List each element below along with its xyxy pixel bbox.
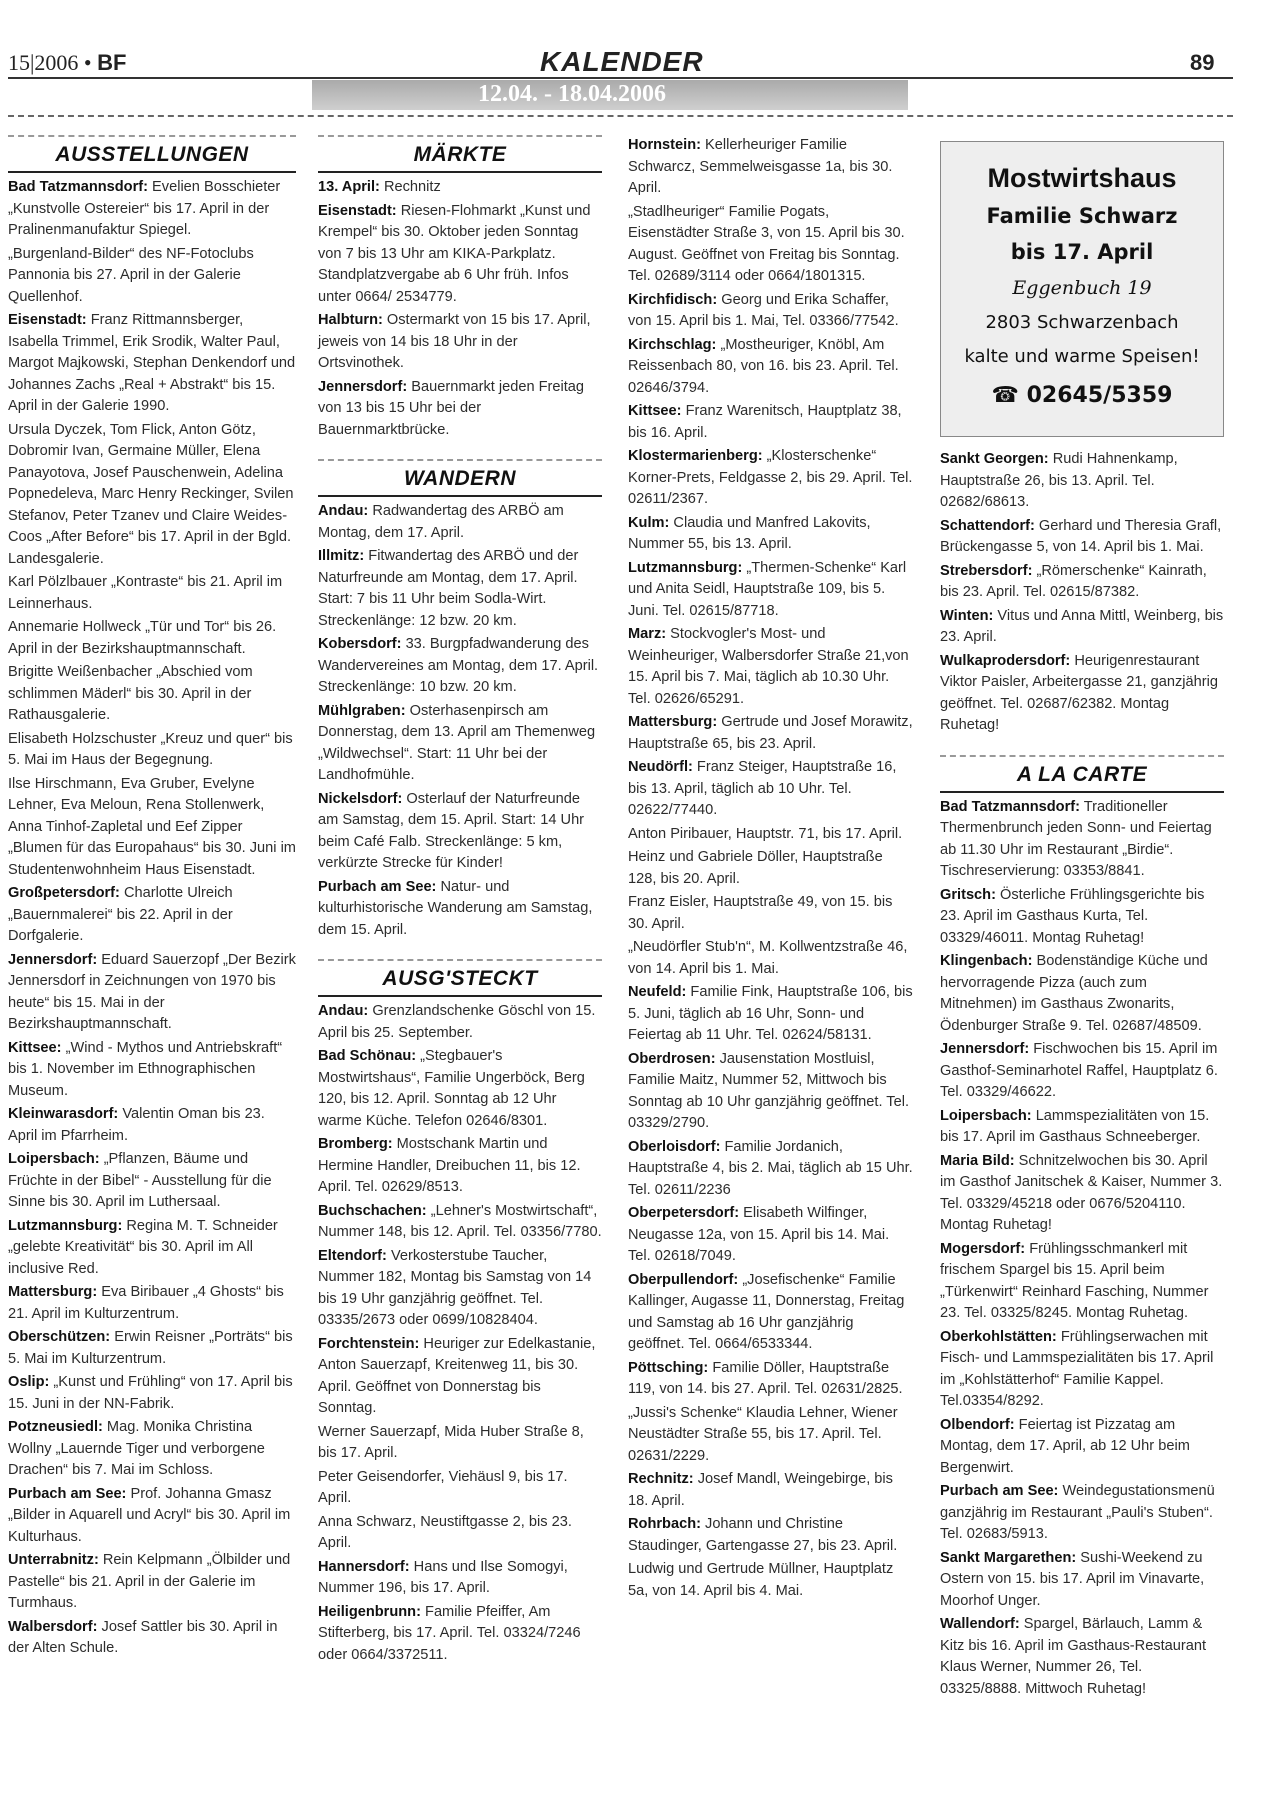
list-item [8,1038,296,1103]
entry-list [318,1001,602,1666]
entry-list [318,177,602,441]
list-item [8,1372,296,1415]
ad-phone: 02645/5359 [1026,383,1173,408]
list-item [8,244,296,309]
list-item [940,1614,1224,1700]
list-item [318,634,602,699]
entry-text: „Klosterschenke“ Korner-Prets, Feldgasse 2, bis 29. April. Tel. 02611/2367. [628,448,913,507]
place-name: Kulm: [628,514,670,531]
entry-list [8,177,296,1660]
entry-text: Franz Eisler, Hauptstraße 49, von 15. bis 30. April. [628,894,893,932]
list-item [8,1104,296,1147]
entry-text: „Wind - Mythos und Antriebskraft“ bis 1. November im Ethnographischen Museum. [8,1039,283,1099]
header-rule [8,77,1233,79]
list-item [628,712,914,755]
entry-text: Bodenständige Küche und hervorragende Pizza (auch zum Mitnehmen) im Gasthaus Zwonarits, Ödenburger Straße 9. Tel. 02687/48509. [940,953,1208,1034]
list-item [318,701,602,787]
list-item [8,1484,296,1549]
place-name: Oberschützen: [8,1329,111,1345]
place-name: Rohrbach: [628,1516,701,1532]
column-ausgsteckt-continued [628,135,914,1604]
ad-name: Mostwirtshaus [987,163,1177,193]
list-item [940,606,1224,649]
place-name: Bad Schönau: [318,1048,417,1064]
list-item [318,789,602,875]
place-name: Hannersdorf: [318,1558,410,1575]
list-item [8,177,296,242]
place-name: Neudörfl: [628,759,693,775]
entry-text: Elisabeth Wilfinger, Neugasse 12a, von 15. April bis 14. Mai. Tel. 02618/7049. [628,1205,890,1264]
entry-text: Franz Steiger, Hauptstraße 16, bis 13. April, täglich ab 10 Uhr. Tel. 02622/77440. [628,759,897,818]
list-item [8,729,296,772]
list-item [628,558,914,623]
entry-text: Franz Rittmannsberger, Isabella Trimmel, Erik Srodik, Walter Paul, Margot Majkowski, Stephan Denkendorf und Johannes Zachs „Real + Abstrakt“ bis 15. April in der Galerie 1990. [8,312,296,414]
section-list [318,135,602,1666]
entry-text: Anna Schwarz, Neustiftgasse 2, bis 23. April. [318,1513,572,1551]
entry-text: 33. Burgpfadwanderung des Wandervereines am Montag, dem 17. April. Streckenlänge: 10 bzw. 20 km. [318,636,599,695]
place-name: Kirchfidisch: [628,291,718,308]
list-item [628,135,914,200]
place-name: Neufeld: [628,984,687,1000]
entry-text: Johann und Christine Staudinger, Gartengasse 27, bis 23. April. [628,1516,898,1554]
place-name: Unterrabnitz: [8,1552,99,1568]
entry-text: Ludwig und Gertrude Müllner, Hauptplatz 5a, von 14. April bis 4. Mai. [628,1561,894,1599]
entry-text: Spargel, Bärlauch, Lamm & Kitz bis 16. April im Gasthaus-Restaurant Klaus Werner, Nummer 26, Tel. 03325/8888. Mittwoch Ruhetag! [940,1616,1207,1697]
list-item [628,446,914,511]
section-heading: A LA CARTE [940,755,1224,793]
list-item [318,177,602,199]
place-name: Winten: [940,607,994,624]
place-name: Kirchschlag: [628,336,717,353]
list-item [8,1149,296,1214]
entry-text: Brigitte Weißenbacher „Abschied vom schlimmen Mäderl“ bis 30. April in der Rathausgalerie. [8,664,253,723]
ad-food: kalte und warme Speisen! [964,346,1200,367]
entry-text: Elisabeth Holzschuster „Kreuz und quer“ bis 5. Mai im Haus der Begegnung. [8,730,293,768]
list-item [8,1550,296,1615]
entry-text: Feiertag ist Pizzatag am Montag, dem 17. April, ab 12 Uhr beim Bergenwirt. [940,1416,1190,1476]
list-item [628,937,914,980]
entry-text: Rechnitz [379,179,441,195]
list-item [940,1239,1224,1325]
place-name: Jennersdorf: [8,951,98,968]
list-item [8,617,296,660]
place-name: Purbach am See: [8,1485,127,1502]
entry-text: Georg und Erika Schaffer, von 15. April bis 1. Mai, Tel. 03366/77542. [628,291,899,329]
list-item [628,1403,914,1468]
place-name: Bromberg: [318,1136,393,1152]
entry-text: Evelien Bosschieter „Kunstvolle Ostereier“ bis 17. April in der Pralinenmanufaktur Spiegel. [8,179,281,238]
place-name: Forchtenstein: [318,1335,420,1352]
list-item [8,1327,296,1370]
advertisement-box [940,141,1224,437]
column-maerkte-wandern-ausgsteckt [318,135,602,1672]
entry-text: Ostermarkt von 15 bis 17. April, jeweis von 14 bis 18 Uhr in der Ortsvinothek. [318,312,591,371]
entry-text: Ilse Hirschmann, Eva Gruber, Evelyne Lehner, Eva Meloun, Rena Stollenwerk, Anna Tinhof-Zapletal und Eef Zipper „Blumen für das Europahaus“ bis 30. Juni im Studentenwohnheim Haus Eisenstadt. [8,775,296,878]
section-a-la-carte [940,755,1224,1701]
list-item [628,1049,914,1135]
entry-text: Riesen-Flohmarkt „Kunst und Krempel“ bis 30. Oktober jeden Sonntag von 7 bis 13 Uhr am KIKA-Parkplatz. Standplatzvergabe ab 6 Uhr früh. Infos unter 0664/ 2534779. [318,202,591,305]
page-header [0,0,1277,125]
list-item [628,757,914,822]
entry-text: Rein Kelpmann „Ölbilder und Pastelle“ bis 21. April in der Galerie im Turmhaus. [8,1552,291,1611]
list-item [940,1039,1224,1104]
entry-text: Familie Döller, Hauptstraße 119, von 14. bis 27. April. Tel. 02631/2825. [628,1359,903,1397]
entry-text: Anton Piribauer, Hauptstr. 71, bis 17. April. [628,825,903,842]
place-name: Mattersburg: [628,714,718,730]
list-item [628,1514,914,1557]
list-item [940,885,1224,950]
entry-text: „Pflanzen, Bäume und Früchte in der Bibel“ - Ausstellung für die Sinne bis 30. April im Luthersaal. [8,1151,272,1210]
list-item [628,513,914,556]
place-name: Walbersdorf: [8,1618,98,1635]
list-item [8,420,296,571]
page-number: 89 [1190,50,1215,75]
list-item [318,1512,602,1555]
date-bar [312,80,908,110]
entry-text: Rudi Hahnenkamp, Hauptstraße 26, bis 13. April. Tel. 02682/68613. [940,451,1178,510]
entry-text: Claudia und Manfred Lakovits, Nummer 55, bis 13. April. [628,514,871,552]
entry-text: Ursula Dyczek, Tom Flick, Anton Götz, Dobromir Ivan, Germaine Müller, Elena Panayotova, Josef Pauschenwein, Adelina Popnedeleva, Marc Henry Reckinger, Svilen Stefanov, Peter Tzanev und Claire Weides-Coos „After Before“ bis 17. April in der Bgld. Landesgalerie. [8,421,294,567]
entry-text: Josef Mandl, Weingebirge, bis 18. April. [628,1471,893,1509]
ad-until: bis 17. April [1010,240,1154,264]
place-name: Mogersdorf: [940,1240,1026,1257]
entry-text: „Kunst und Frühling“ von 17. April bis 15. Juni in der NN-Fabrik. [8,1374,293,1412]
place-name: Potzneusiedl: [8,1419,103,1435]
issue-number: 15|2006 [8,50,79,75]
place-name: Sankt Margarethen: [940,1549,1077,1566]
list-item [318,310,602,375]
list-item [628,1203,914,1268]
entry-text: Valentin Oman bis 23. April im Pfarrheim. [8,1106,265,1144]
entry-text: Grenzlandschenke Göschl von 15. April bis 25. September. [318,1003,596,1041]
entry-text: Josef Sattler bis 30. April in der Alten Schule. [8,1618,278,1656]
entry-text: Heuriger zur Edelkastanie, Anton Sauerzapf, Kreitenweg 11, bis 30. April. Geöffnet von Donnerstag bis Sonntag. [318,1335,596,1416]
entry-text: Prof. Johanna Gmasz „Bilder in Aquarell und Acryl“ bis 30. April im Kulturhaus. [8,1485,291,1545]
list-item [940,951,1224,1037]
place-name: Eisenstadt: [318,202,397,219]
section-ausstellungen [8,135,296,1660]
list-item [628,824,914,846]
place-name: Schattendorf: [940,517,1035,534]
column-ausstellungen [8,135,296,1666]
place-name: Mühlgraben: [318,702,406,719]
entry-text: Vitus und Anna Mittl, Weinberg, bis 23. April. [940,607,1224,645]
list-item [940,561,1224,604]
place-name: Oberdrosen: [628,1050,716,1067]
entry-text: Charlotte Ulreich „Bauernmalerei“ bis 22. April in der Dorfgalerie. [8,885,233,944]
place-name: Strebersdorf: [940,562,1033,579]
entry-text: „Burgenland-Bilder“ des NF-Fotoclubs Pannonia bis 27. April in der Galerie Quellenhof. [8,245,254,305]
entry-text: Gerhard und Theresia Grafl, Brückengasse 5, von 14. April bis 1. Mai. [940,517,1222,555]
list-item [318,1602,602,1667]
place-name: Illmitz: [318,548,365,564]
entry-text: Stockvogler's Most- und Weinheuriger, Walbersdorfer Straße 21,von 15. April bis 7. Mai, täglich ab 10.30 Uhr. Tel. 02626/65291. [628,626,909,707]
entry-text: Fitwandertag des ARBÖ und der Naturfreunde am Montag, dem 17. April. Start: 7 bis 11 Uhr beim Sodla-Wirt. Streckenlänge: 12 bzw. 20 km. [318,548,579,629]
list-item [940,651,1224,737]
place-name: Hornstein: [628,137,701,153]
place-name: Pöttsching: [628,1359,709,1376]
entry-text: Verkosterstube Taucher, Nummer 182, Montag bis Samstag von 14 bis 19 Uhr ganzjährig geöffnet. Tel. 03335/2673 oder 0699/10828404. [318,1247,592,1328]
entry-text: Hans und Ilse Somogyi, Nummer 196, bis 17. April. [318,1558,568,1596]
list-item [940,1106,1224,1149]
entry-text: Gertrude und Josef Morawitz, Hauptstraße 65, bis 23. April. [628,714,913,752]
place-name: Sankt Georgen: [940,451,1049,467]
entry-list [940,797,1224,1701]
entry-text: „Jussi's Schenke“ Klaudia Lehner, Wiener Neustädter Straße 55, bis 17. April. Tel. 02631/2229. [628,1404,898,1464]
list-item [8,310,296,418]
place-name: Oberpullendorf: [628,1271,739,1288]
list-item [940,797,1224,883]
entry-text: Erwin Reisner „Porträts“ bis 5. Mai im Kulturzentrum. [8,1329,293,1367]
place-name: Wulkaprodersdorf: [940,652,1071,669]
place-name: Maria Bild: [940,1152,1015,1169]
list-item [8,883,296,948]
entry-text: Heinz und Gabriele Döller, Hauptstraße 128, bis 20. April. [628,849,883,887]
place-name: Purbach am See: [318,878,437,895]
place-name: Buchschachen: [318,1202,427,1219]
list-item [628,1469,914,1512]
list-item [940,1151,1224,1237]
entry-text: Bauernmarkt jeden Freitag von 13 bis 15 Uhr bei der Bauernmarktbrücke. [318,378,585,438]
list-item [628,401,914,444]
list-item [318,201,602,309]
place-name: Lutzmannsburg: [628,559,743,576]
list-item [628,1137,914,1202]
section-heading: WANDERN [318,459,602,497]
entry-list [318,501,602,941]
list-item [318,377,602,442]
place-name: Oberkohlstätten: [940,1328,1057,1345]
place-name: Eltendorf: [318,1247,387,1264]
place-name: Jennersdorf: [940,1041,1030,1057]
entry-text: Mostschank Martin und Hermine Handler, Dreibuchen 11, bis 12. April. Tel. 02629/8513. [318,1136,581,1195]
place-name: Oberpetersdorf: [628,1205,740,1221]
page-title: KALENDER [540,46,704,77]
place-name: Heiligenbrunn: [318,1603,421,1620]
ad-family: Familie Schwarz [986,204,1178,228]
entry-text: Lammspezialitäten von 15. bis 17. April im Gasthaus Schneeberger. [940,1107,1210,1145]
entry-text: Schnitzelwochen bis 30. April im Gasthof Janitschek & Kaiser, Nummer 3. Tel. 03329/45218 oder 0676/5204110. Montag Ruhetag! [940,1152,1223,1233]
entry-text: Österliche Frühlingsgerichte bis 23. April im Gasthaus Kurta, Tel. 03329/46011. Montag Ruhetag! [940,886,1205,946]
place-name: Kobersdorf: [318,636,402,652]
entry-text: Osterlauf der Naturfreunde am Samstag, dem 15. April. Start: 14 Uhr beim Café Falb. Streckenlänge: 5 km, verkürzte Strecke für Kinder! [318,790,585,871]
place-name: Andau: [318,503,369,519]
entry-text: „Römerschenke“ Kainrath, bis 23. April. Tel. 02615/87382. [940,562,1207,600]
place-name: Bad Tatzmannsdorf: [940,798,1080,815]
place-name: Eisenstadt: [8,312,87,328]
place-name: Loipersbach: [940,1107,1032,1124]
issue-label: 15|2006 • BF [8,50,127,75]
entry-text: Kellerheuriger Familie Schwarcz, Semmelweisgasse 1a, bis 30. April. [628,137,893,196]
section-heading: AUSG'STECKT [318,959,602,997]
place-name: Rechnitz: [628,1471,694,1487]
entry-text: „Stegbauer's Mostwirtshaus“, Familie Ungerböck, Berg 120, bis 12. April. Sonntag ab 12 Uhr warme Küche. Telefon 02646/8301. [318,1048,585,1129]
list-item [628,1270,914,1356]
list-item [8,572,296,615]
list-item [628,290,914,333]
entry-text: Frühlingserwachen mit Fisch- und Lammspezialitäten bis 17. April im „Kohlstätterhof“ Familie Kappel. Tel.03354/8292. [940,1328,1214,1409]
place-name: Nickelsdorf: [318,790,403,807]
list-item [318,546,602,632]
entry-text: Annemarie Hollweck „Tür und Tor“ bis 26. April in der Bezirkshauptmannschaft. [8,619,277,657]
ad-street: Eggenbuch 19 [1012,277,1152,299]
header-dashed-rule [8,115,1233,117]
entry-text: Traditioneller Thermenbrunch jeden Sonn- und Feiertag ab 11.30 Uhr im Restaurant „Birdie“. Tischreservierung: 03353/8841. [940,798,1212,879]
ad-phone-line [951,374,1213,418]
section-block [318,959,602,1666]
date-range: 12.04. - 18.04.2006 [478,81,666,107]
place-name: Jennersdorf: [318,378,408,395]
place-name: Kittsee: [8,1039,62,1056]
entry-text: Sushi-Weekend zu Ostern von 15. bis 17. April im Vinavarte, Moorhof Unger. [940,1549,1205,1609]
place-name: Marz: [628,626,667,642]
place-name: Großpetersdorf: [8,885,120,901]
list-item [318,1201,602,1244]
entry-text: Natur- und kulturhistorische Wanderung am Samstag, dem 15. April. [318,878,593,938]
list-item [318,1046,602,1132]
list-item [318,877,602,942]
place-name: Purbach am See: [940,1483,1059,1499]
place-name: Gritsch: [940,886,996,903]
list-item [8,662,296,727]
place-name: 13. April: [318,179,380,195]
list-item [8,950,296,1036]
entry-text: Werner Sauerzapf, Mida Huber Straße 8, bis 17. April. [318,1423,584,1461]
ad-town: 2803 Schwarzenbach [985,312,1179,333]
entry-text: Weindegustationsmenü ganzjährig im Restaurant „Pauli's Stuben“. Tel. 02683/5913. [940,1483,1215,1542]
place-name: Andau: [318,1003,369,1019]
entry-text: Peter Geisendorfer, Viehäusl 9, bis 17. April. [318,1468,568,1506]
entry-text: Heurigenrestaurant Viktor Paisler, Arbeitergasse 21, ganzjährig geöffnet. Tel. 02687/62382. Montag Ruhetag! [940,652,1218,733]
list-item [8,1216,296,1281]
list-item [8,774,296,882]
entry-text: Franz Warenitsch, Hauptplatz 38, bis 16. April. [628,403,902,441]
entry-text: Familie Jordanich, Hauptstraße 4, bis 2. Mai, täglich ab 15 Uhr. Tel. 02611/2236 [628,1138,913,1198]
entry-text: Radwandertag des ARBÖ am Montag, dem 17. April. [318,503,564,541]
list-item [628,847,914,890]
list-item [940,1548,1224,1613]
entry-text: Osterhasenpirsch am Donnerstag, dem 13. April am Themenweg „Wildwechsel“. Start: 11 Uhr bei der Landhofmühle. [318,702,596,783]
list-item [318,1134,602,1199]
entry-text: Fischwochen bis 15. April im Gasthof-Seminarhotel Raffel, Hauptplatz 6. Tel. 03329/46622. [940,1041,1218,1100]
brand-logo: BF [97,50,127,75]
place-name: Kleinwarasdorf: [8,1106,119,1122]
place-name: Loipersbach: [8,1151,100,1167]
place-name: Kittsee: [628,403,682,419]
section-block [318,135,602,441]
list-item [940,1415,1224,1480]
list-item [318,501,602,544]
list-item [628,1559,914,1602]
list-item [940,1327,1224,1413]
entry-text: Jausenstation Mostluisl, Familie Maitz, Nummer 52, Mittwoch bis Sonntag ab 10 Uhr ganzjährig geöffnet. Tel. 03329/2790. [628,1050,910,1131]
entry-text: Eva Biribauer „4 Ghosts“ bis 21. April im Kulturzentrum. [8,1284,284,1322]
list-item [628,335,914,400]
list-item [318,1467,602,1510]
list-item [940,449,1224,514]
place-name: Klingenbach: [940,953,1033,969]
entry-text: Eduard Sauerzopf „Der Bezirk Jennersdorf in Zeichnungen von 1970 bis heute“ bis 15. Mai in der Bezirkshauptmannschaft. [8,951,296,1032]
place-name: Oberloisdorf: [628,1138,721,1155]
column-ad-and-a-la-carte [940,135,1224,1706]
entry-text: Mag. Monika Christina Wollny „Lauernde Tiger und verborgene Drachen“ bis 7. Mai im Schloss. [8,1419,265,1478]
entry-list [628,135,914,1602]
place-name: Bad Tatzmannsdorf: [8,179,148,195]
entry-text: Familie Fink, Hauptstraße 106, bis 5. Juni, täglich ab 16 Uhr, Sonn- und Feiertag ab 11 Uhr. Tel. 02624/58131. [628,984,913,1043]
telephone-icon: ☎ [991,383,1019,408]
entry-text: Familie Pfeiffer, Am Stifterberg, bis 17. April. Tel. 03324/7246 oder 0664/3372511. [318,1603,581,1663]
list-item [318,1246,602,1332]
list-item [8,1417,296,1482]
list-item [940,1481,1224,1546]
list-item [628,202,914,288]
entry-text: Karl Pölzlbauer „Kontraste“ bis 21. April im Leinnerhaus. [8,574,283,612]
entry-text: Regina M. T. Schneider „gelebte Kreativität“ bis 30. April im All inclusive Red. [8,1217,278,1277]
list-item [318,1557,602,1600]
list-item [628,1358,914,1401]
place-name: Wallendorf: [940,1616,1020,1632]
entry-text: „Neudörfler Stub'n“, M. Kollwentzstraße 46, von 14. April bis 1. Mai. [628,939,908,977]
list-item [8,1282,296,1325]
place-name: Klostermarienberg: [628,448,763,464]
list-item [318,1334,602,1420]
entry-text: „Josefischenke“ Familie Kallinger, Augasse 11, Donnerstag, Freitag und Samstag ab 16 Uhr ganzjährig geöffnet. Tel. 0664/6533344. [628,1271,905,1352]
entry-text: Frühlingsschmankerl mit frischem Spargel bis 15. April beim „Türkenwirt“ Reinhard Fasching, Nummer 23. Tel. 03325/8245. Montag Ruhetag. [940,1240,1209,1321]
place-name: Olbendorf: [940,1416,1015,1433]
place-name: Mattersburg: [8,1284,98,1300]
section-heading: AUSSTELLUNGEN [8,135,296,173]
list-item [318,1422,602,1465]
entry-text: „Stadlheuriger“ Familie Pogats, Eisenstädter Straße 3, von 15. April bis 30. August. Geöffnet von Freitag bis Sonntag. Tel. 02689/3114 oder 0664/1801315. [628,203,905,284]
entry-text: „Mostheuriger, Knöbl, Am Reissenbach 80, von 16. bis 23. April. Tel. 02646/3794. [628,336,899,396]
entry-text: „Lehner's Mostwirtschaft“, Nummer 148, bis 12. April. Tel. 03356/7780. [318,1202,602,1240]
list-item [628,624,914,710]
list-item [318,1001,602,1044]
list-item [628,892,914,935]
section-heading: MÄRKTE [318,135,602,173]
entry-text: „Thermen-Schenke“ Karl und Anita Seidl, Hauptstraße 109, bis 5. Juni. Tel. 02615/87718. [628,559,907,619]
entry-list [940,449,1224,737]
section-block [318,459,602,941]
list-item [8,1617,296,1660]
place-name: Halbturn: [318,312,383,328]
list-item [628,982,914,1047]
place-name: Lutzmannsburg: [8,1217,123,1234]
place-name: Oslip: [8,1374,50,1390]
list-item [940,516,1224,559]
